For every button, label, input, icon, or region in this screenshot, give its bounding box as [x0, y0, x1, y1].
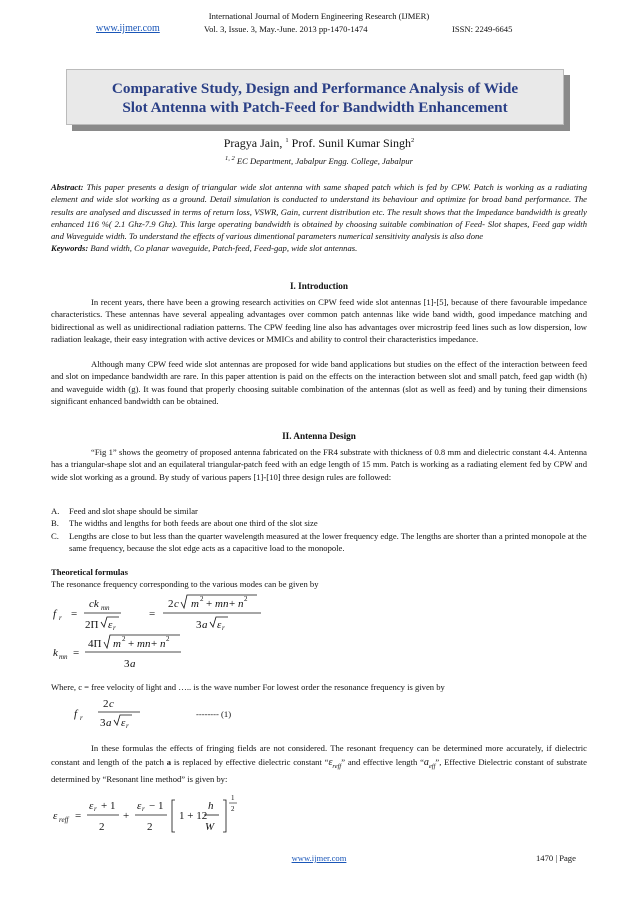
svg-text:2: 2 — [99, 821, 105, 833]
svg-text:2: 2 — [231, 805, 235, 813]
svg-text:+ 1: + 1 — [101, 800, 116, 812]
rule-a-marker: A. — [51, 506, 60, 516]
footer-url-link[interactable]: www.ijmer.com — [291, 853, 347, 863]
svg-text:a: a — [106, 717, 112, 729]
svg-text:4Π: 4Π — [88, 638, 102, 650]
svg-text:2: 2 — [122, 635, 126, 643]
equation-1-label: -------- (1) — [196, 709, 232, 719]
author-2-sup: 2 — [411, 137, 415, 144]
svg-text:r: r — [59, 614, 62, 622]
author-line — [0, 136, 638, 151]
abstract-label: Abstract: — [51, 182, 84, 192]
a-eff-symbol: $a_{eff}$ — [423, 756, 436, 770]
keywords-text: Band width, Co planar waveguide, Patch-feed, Feed-gap, wide slot antennas. — [90, 243, 358, 254]
author-1: Pragya Jain, — [223, 136, 283, 150]
journal-volume: Vol. 3, Issue. 3, May.-June. 2013 pp-1470-1474 — [204, 24, 368, 34]
svg-text:n: n — [238, 598, 244, 610]
journal-url-link[interactable]: www.ijmer.com — [96, 23, 160, 34]
resonance-frequency-equation — [51, 590, 311, 672]
rule-a-text: Feed and slot shape should be similar — [69, 506, 198, 516]
list-item — [51, 517, 587, 529]
paper-title — [66, 69, 564, 125]
title-line-1: Comparative Study, Design and Performance Analysis of Wide — [111, 80, 519, 97]
svg-text:3: 3 — [100, 717, 106, 729]
footer-page-number: 1470 | Page — [536, 853, 576, 863]
svg-text:2: 2 — [244, 595, 248, 603]
design-rules-list — [51, 505, 587, 555]
svg-text:2: 2 — [168, 598, 174, 610]
svg-text:ε: ε — [53, 810, 58, 822]
svg-text:c: c — [174, 598, 179, 610]
svg-text:h: h — [208, 800, 214, 812]
affiliation — [0, 155, 638, 166]
abstract-block — [51, 181, 587, 255]
svg-text:W: W — [205, 821, 215, 833]
svg-text:mn: mn — [101, 604, 110, 612]
svg-text:mn: mn — [137, 638, 151, 650]
rule-c-marker: C. — [51, 530, 59, 541]
p3-part-a: In these formulas the effects of fringing fields are not considered. The resonant frequency can be determined more accurately, if dielectric constant and length of the patch — [51, 743, 587, 767]
svg-text:reff: reff — [59, 816, 69, 824]
svg-text:3: 3 — [124, 658, 130, 670]
svg-text:1 + 12: 1 + 12 — [179, 810, 208, 822]
author-2: Prof. Sunil Kumar Singh — [291, 136, 411, 150]
svg-text:r: r — [80, 714, 83, 722]
section-1-paragraph-2: Although many CPW feed wide slot antennas are proposed for wide band applications but studies on the effect of the interaction between feed and slot on impedance bandwidth are rare. In this paper attention is paid on the effects on the interaction between slot and small patch, feed gap width (h) and waveguide width (g). It was found that properly choosing suitable combination of the antennas (slot as well as feed) and by tuning their dimensions significant enhanced bandwidth can be obtained. — [51, 359, 587, 407]
svg-text:mn: mn — [59, 653, 68, 661]
svg-text:f: f — [74, 708, 78, 720]
svg-text:r: r — [142, 805, 145, 813]
svg-text:m: m — [191, 598, 199, 610]
svg-text:ε: ε — [217, 619, 222, 631]
svg-text:c: c — [109, 698, 114, 710]
where-text: Where, c = free velocity of light and ….. is the wave number For lowest order the resonance frequency is given by — [51, 682, 445, 692]
effective-dielectric-equation — [51, 790, 271, 842]
svg-text:r: r — [126, 722, 129, 730]
p3-part-b: a — [166, 756, 171, 767]
svg-text:ε: ε — [108, 619, 113, 631]
svg-text:=: = — [73, 647, 80, 659]
svg-text:+: + — [206, 598, 213, 610]
affiliation-sup: 1, 2 — [224, 155, 235, 162]
svg-text:mn: mn — [215, 598, 229, 610]
theory-heading: Theoretical formulas — [51, 567, 128, 577]
svg-text:2: 2 — [103, 698, 109, 710]
list-item — [51, 530, 587, 555]
section-2-heading: II. Antenna Design — [282, 431, 356, 441]
journal-title: International Journal of Modern Engineering Research (IJMER) — [208, 11, 430, 21]
svg-text:a: a — [130, 658, 136, 670]
svg-text:r: r — [113, 624, 116, 632]
epsilon-reff-symbol: $\varepsilon_{reff}$ — [328, 756, 342, 770]
svg-text:=: = — [75, 810, 82, 822]
svg-text:m: m — [113, 638, 121, 650]
section-2-paragraph-3 — [51, 742, 587, 787]
p3-part-e: ”, Effective Dielectric constant of substrate determined by “Resonant line method” is given by: — [51, 756, 587, 784]
svg-text:2: 2 — [147, 821, 153, 833]
abstract-text: This paper presents a design of triangular wide slot antenna with same shaped patch which is fed by CPW. Patch is working as a radiating element and wide slot working as a ground. Detail simulation is conducted to understand its behaviour and optimize for broad band performance. The results are analysed and discussed in terms of return loss, VSWR, Gain, current distribution etc. The result shows that the Impedance bandwidth is greatly enhanced 116 %( 2.1 Ghz-7.9 Ghz). This large operating bandwidth is obtained by choosing suitable combination of Feed- Slot shapes, Feed gap width and Waveguide width. To understand the effects of various dimentional parameters numerical sensitivity analysis is also done — [51, 182, 587, 242]
svg-text:ε: ε — [89, 800, 94, 812]
svg-text:ck: ck — [89, 598, 99, 610]
svg-text:n: n — [160, 638, 166, 650]
svg-text:+: + — [123, 810, 130, 822]
svg-text:2: 2 — [166, 635, 170, 643]
keywords-label: Keywords: — [51, 243, 89, 254]
theory-text: The resonance frequency corresponding to the various modes can be given by — [51, 579, 319, 589]
affiliation-text: EC Department, Jabalpur Engg. College, Jabalpur — [236, 155, 414, 166]
author-1-sup: 1 — [285, 137, 289, 144]
svg-text:+: + — [151, 638, 158, 650]
svg-text:f: f — [53, 608, 57, 620]
lowest-order-equation — [70, 693, 210, 735]
svg-text:ε: ε — [121, 717, 126, 729]
title-line-2: Slot Antenna with Patch-Feed for Bandwidth Enhancement — [122, 99, 508, 116]
svg-text:r: r — [94, 805, 97, 813]
rule-c-text: Lengths are close to but less than the quarter wavelength measured at the lower frequency edge. The lengths are shorter than a printed monopole at the same frequency, because the slot edge acts as a capacitive load to the monopole. — [69, 530, 587, 554]
svg-text:+: + — [128, 638, 135, 650]
section-2-paragraph-1: “Fig 1” shows the geometry of proposed antenna fabricated on the FR4 substrate with thickness of 0.8 mm and dielectric constant 4.4. Antenna has a triangular-shape slot and an equilateral triangular-patch feed with an edge length of 15 mm. Patch is working as a radiating element fed by CPW and wide slot working as a ground. By study of various papers [1]-[10] three design rules are followed: — [51, 447, 587, 482]
list-item — [51, 505, 587, 517]
svg-text:3: 3 — [196, 619, 202, 631]
svg-text:=: = — [71, 608, 78, 620]
section-1-paragraph-1: In recent years, there have been a growing research activities on CPW feed wide slot antennas [1]-[5], because of there favourable impedance characteristics. These antennas have several appealing advantages over common patch antennas like wide band width, good impedance matching and bidirectional as well as unidirectional radiation patterns. The CPW feeding line also has advantages over microstrip feed lines such as low dispersion, low radiation leakage, their easy integration with active devices or MMICs and ability to control their characteristics impedance. — [51, 297, 587, 345]
svg-text:=: = — [149, 608, 156, 620]
p3-part-c: is replaced by effective dielectric constant “ — [173, 756, 329, 767]
journal-issn: ISSN: 2249-6645 — [452, 24, 513, 34]
svg-text:ε: ε — [137, 800, 142, 812]
svg-text:a: a — [202, 619, 208, 631]
svg-text:k: k — [53, 647, 58, 659]
svg-text:2Π: 2Π — [85, 619, 99, 631]
section-1-heading: I. Introduction — [289, 281, 349, 291]
svg-text:− 1: − 1 — [149, 800, 164, 812]
svg-text:+: + — [229, 598, 236, 610]
p3-part-d: ” and effective length “ — [341, 756, 424, 767]
svg-text:1: 1 — [231, 794, 235, 802]
svg-text:2: 2 — [200, 595, 204, 603]
rule-b-marker: B. — [51, 518, 59, 529]
svg-text:r: r — [222, 624, 225, 632]
rule-b-text: The widths and lengths for both feeds are about one third of the slot size — [69, 518, 318, 529]
